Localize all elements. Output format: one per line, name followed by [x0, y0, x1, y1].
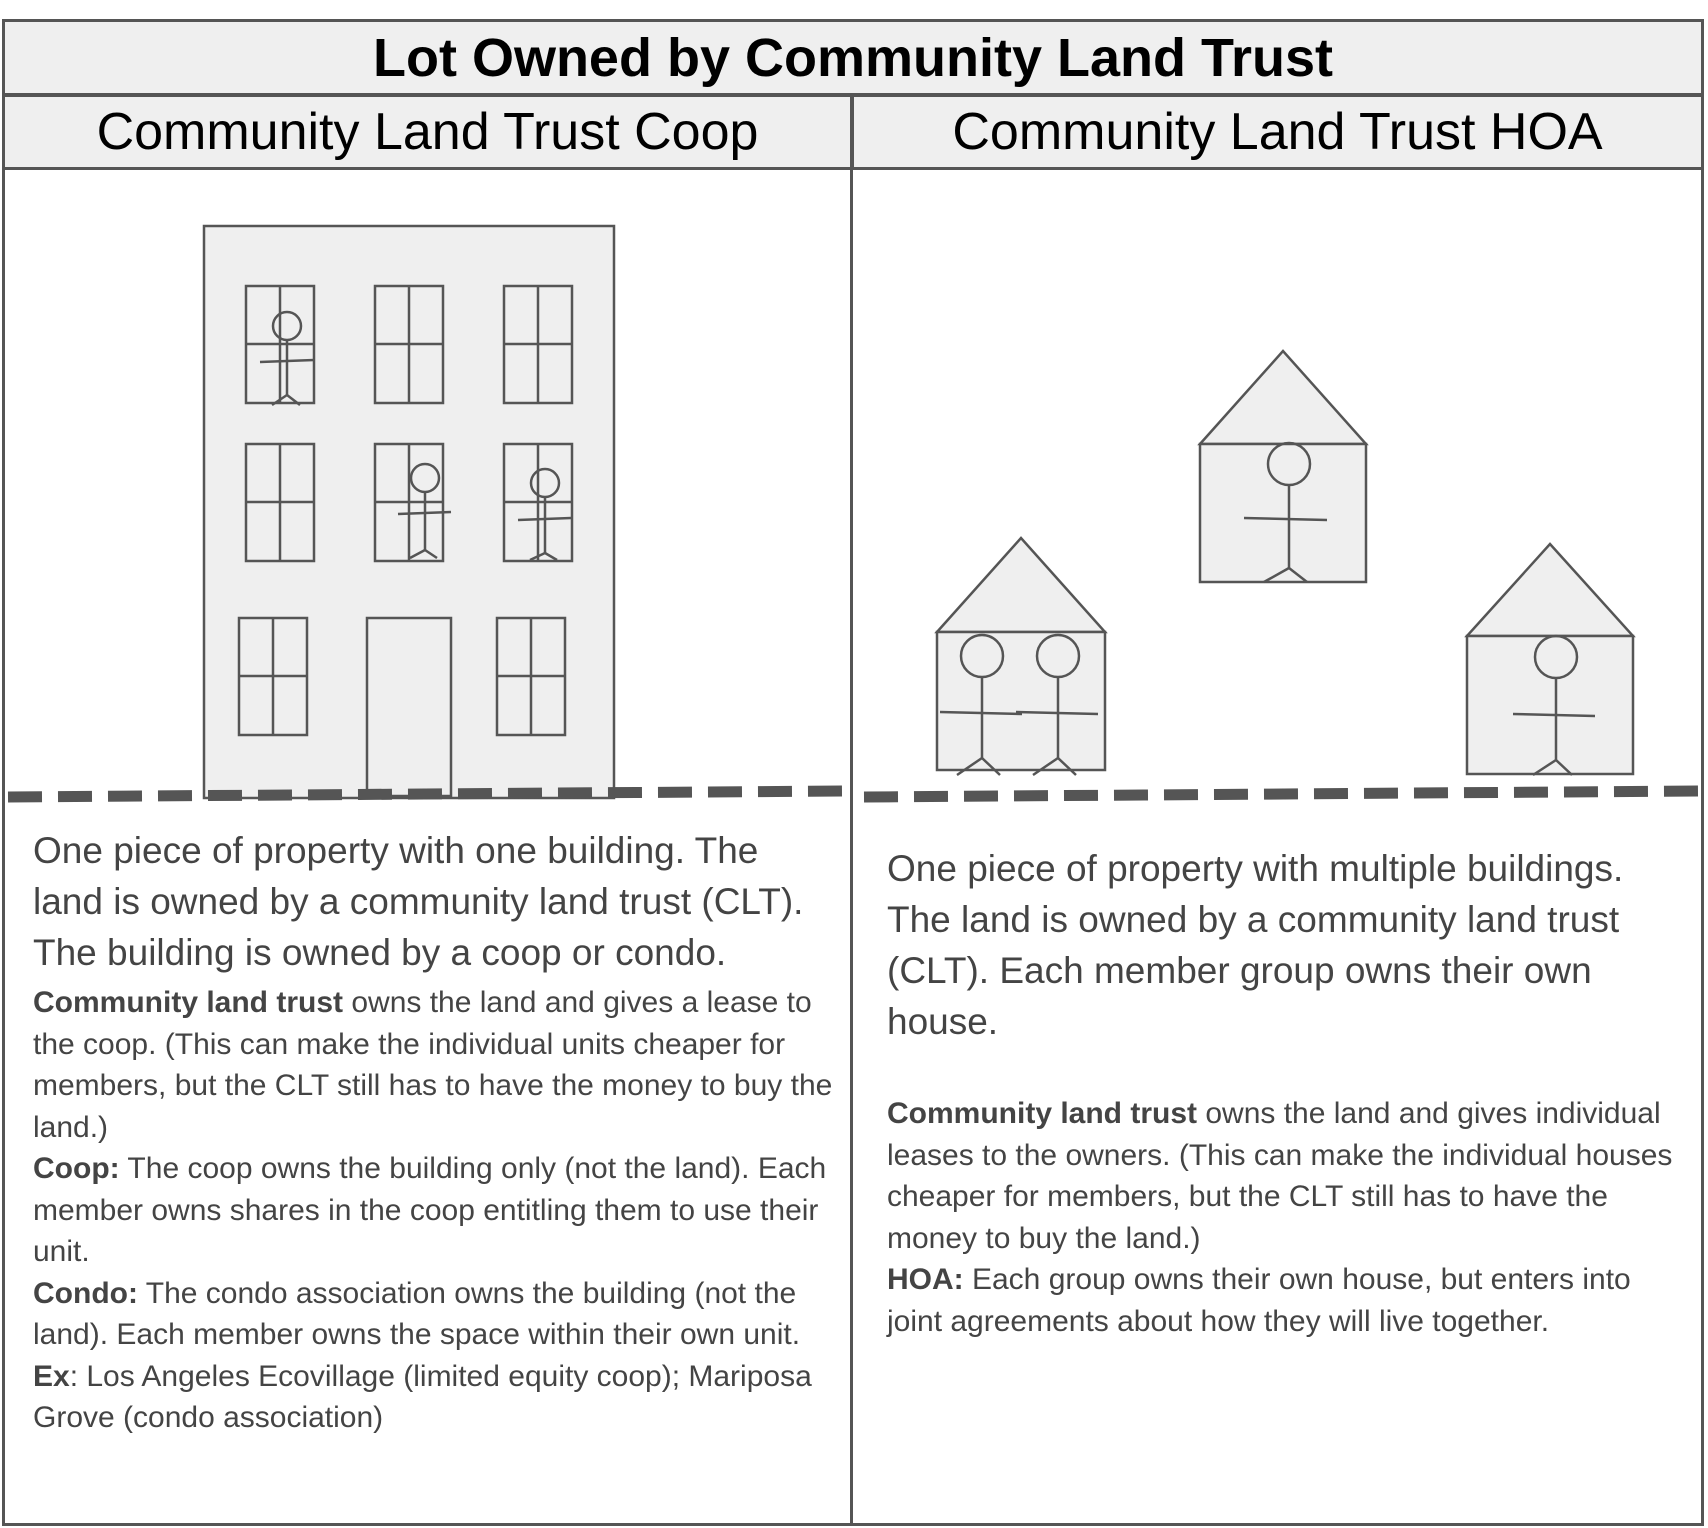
house-icon [1200, 351, 1366, 582]
hoa-lead-text: One piece of property with multiple buildings. The land is owned by a community land trust (CLT). Each member group owns their own house. [887, 848, 1624, 1042]
hoa-details [887, 1093, 1692, 1342]
detail-term: Community land trust owns the land and gives a lease to the coop. (This can make the individual units cheaper for members, but the CLT still has to have the money to buy the land.) [33, 986, 833, 1144]
detail-term: Coop: The coop owns the building only (not the land). Each member owns shares in the coop entitling them to use their unit. [33, 1152, 827, 1268]
coop-details [33, 982, 838, 1439]
column-heading-coop: Community Land Trust Coop [2, 94, 853, 170]
property-line [8, 791, 842, 797]
diagram-title: Lot Owned by Community Land Trust [2, 19, 1704, 96]
house-icon [1467, 544, 1633, 774]
hoa-description [887, 843, 1692, 1342]
detail-term: Condo: The condo association owns the building (not the land). Each member owns the space within their own unit. [33, 1276, 801, 1351]
detail-term: Ex: Los Angeles Ecovillage (limited equity coop); Mariposa Grove (condo association) [33, 1359, 812, 1434]
property-line [864, 791, 1698, 797]
apartment-building-icon [204, 226, 614, 798]
coop-lead-text: One piece of property with one building. The land is owned by a community land trust (CLT). The building is owned by a coop or condo. [33, 830, 804, 973]
coop-description [33, 825, 838, 1439]
detail-term: HOA: Each group owns their own house, but enters into joint agreements about how they will live together. [887, 1263, 1631, 1338]
detail-term: Community land trust owns the land and gives individual leases to the owners. (This can make the individual houses cheaper for members, but the CLT still has to have the money to buy the land.) [887, 1097, 1673, 1255]
column-heading-hoa: Community Land Trust HOA [851, 94, 1704, 170]
